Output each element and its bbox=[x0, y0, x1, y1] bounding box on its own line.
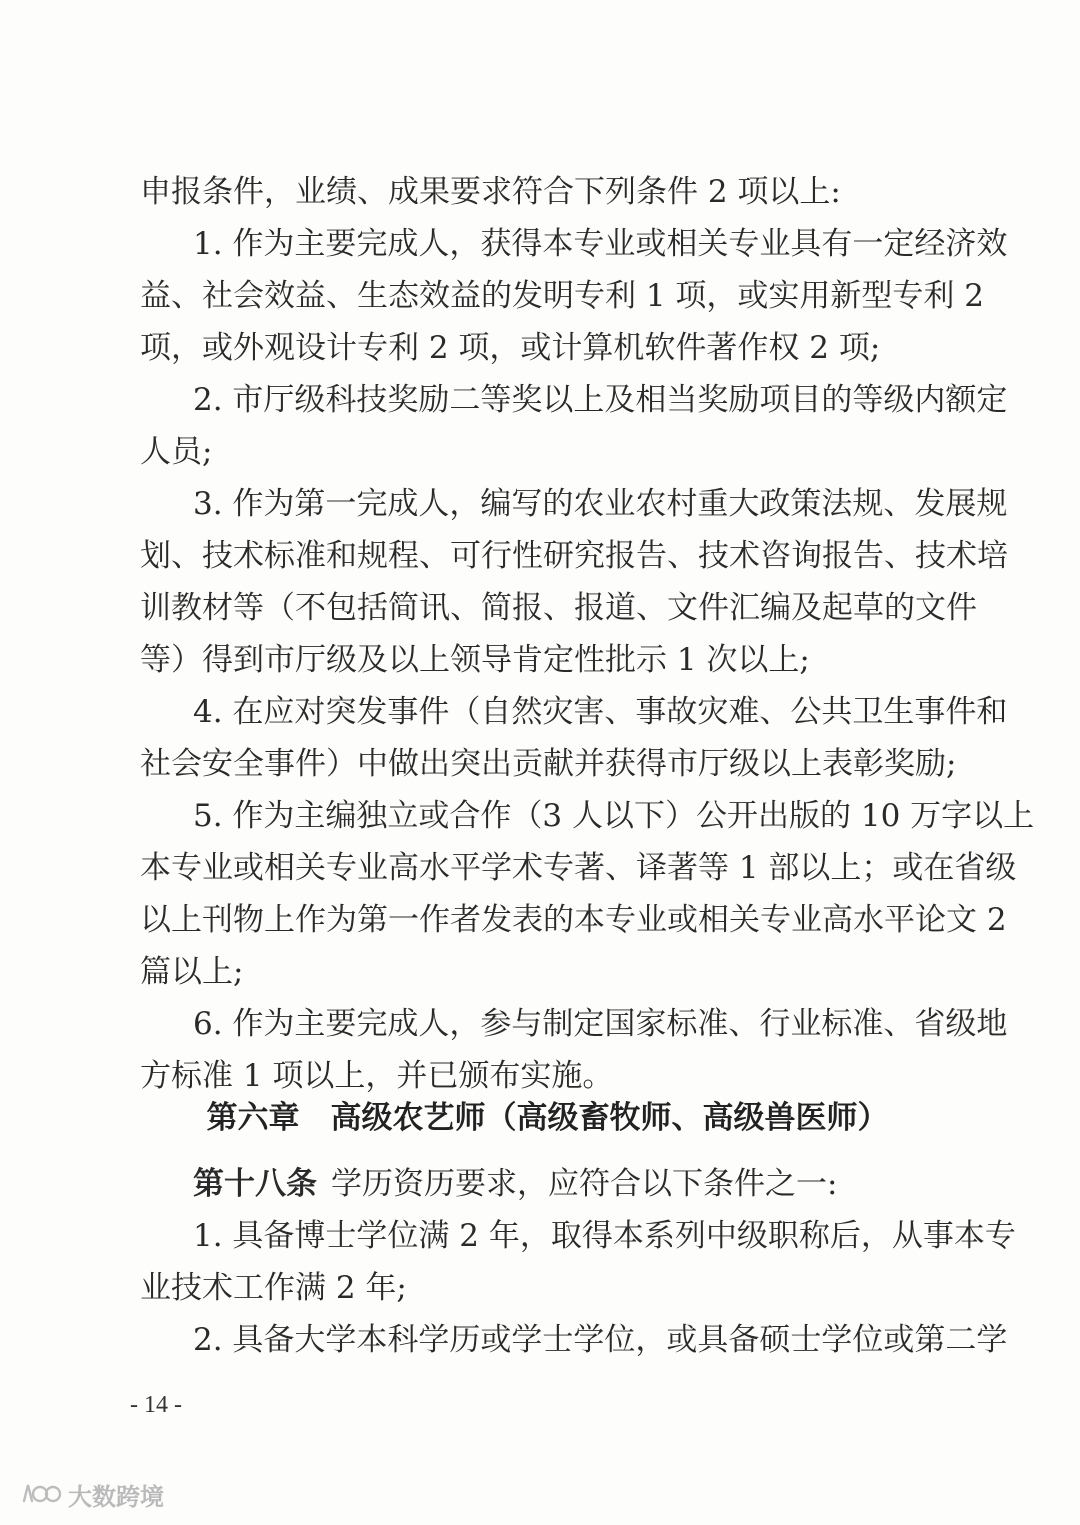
watermark-logo-icon bbox=[20, 1481, 62, 1507]
page-number: - 14 - bbox=[130, 1392, 182, 1418]
watermark-text: 大数跨境 bbox=[68, 1482, 164, 1511]
text-line: 申报条件，业绩、成果要求符合下列条件 2 项以上: bbox=[140, 174, 841, 210]
text-line: 方标准 1 项以上，并已颁布实施。 bbox=[140, 1058, 614, 1094]
text-line: 3. 作为第一完成人，编写的农业农村重大政策法规、发展规 bbox=[193, 486, 1008, 522]
text-line: 6. 作为主要完成人，参与制定国家标准、行业标准、省级地 bbox=[193, 1006, 1008, 1042]
text-line: 划、技术标准和规程、可行性研究报告、技术咨询报告、技术培 bbox=[140, 538, 1008, 574]
text-line: 项，或外观设计专利 2 项，或计算机软件著作权 2 项; bbox=[140, 330, 881, 366]
chapter-heading: 第六章 高级农艺师（高级畜牧师、高级兽医师） bbox=[206, 1100, 889, 1136]
article-line bbox=[193, 1158, 955, 1210]
text-line: 人员; bbox=[140, 434, 213, 470]
text-line: 本专业或相关专业高水平学术专著、译著等 1 部以上；或在省级 bbox=[140, 850, 1017, 886]
watermark bbox=[20, 1478, 164, 1510]
text-line: 益、社会效益、生态效益的发明专利 1 项，或实用新型专利 2 bbox=[140, 278, 985, 314]
text-line: 1. 作为主要完成人，获得本专业或相关专业具有一定经济效 bbox=[193, 226, 1008, 262]
text-line: 社会安全事件）中做出突出贡献并获得市厅级以上表彰奖励; bbox=[140, 746, 957, 782]
text-line: 2. 具备大学本科学历或学士学位，或具备硕士学位或第二学 bbox=[193, 1322, 1008, 1358]
text-line: 篇以上; bbox=[140, 954, 244, 990]
text-line: 业技术工作满 2 年; bbox=[140, 1270, 407, 1306]
text-line: 4. 在应对突发事件（自然灾害、事故灾难、公共卫生事件和 bbox=[193, 694, 1008, 730]
text-line: 1. 具备博士学位满 2 年，取得本系列中级职称后，从事本专 bbox=[193, 1218, 1016, 1254]
text-line: 5. 作为主编独立或合作（3 人以下）公开出版的 10 万字以上 bbox=[193, 798, 1035, 834]
text-line: 以上刊物上作为第一作者发表的本专业或相关专业高水平论文 2 bbox=[140, 902, 1007, 938]
article-label: 第十八条 bbox=[193, 1166, 317, 1202]
article-text: 学历资历要求，应符合以下条件之一: bbox=[331, 1166, 838, 1202]
text-line: 训教材等（不包括简讯、简报、报道、文件汇编及起草的文件 bbox=[140, 590, 977, 626]
text-line: 等）得到市厅级及以上领导肯定性批示 1 次以上; bbox=[140, 642, 810, 678]
text-line: 2. 市厅级科技奖励二等奖以上及相当奖励项目的等级内额定 bbox=[193, 382, 1008, 418]
